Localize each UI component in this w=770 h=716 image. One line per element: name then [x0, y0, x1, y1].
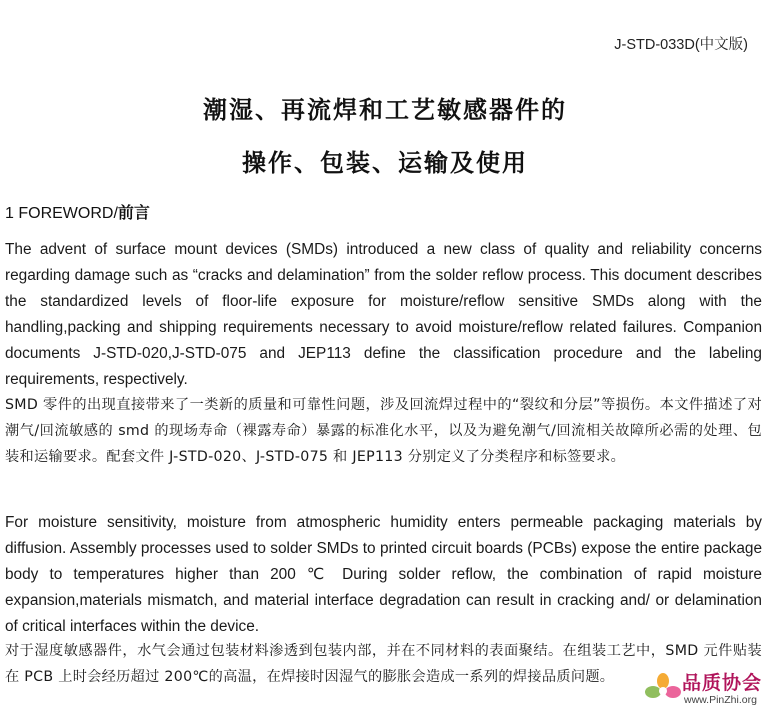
paragraph-1-chinese: SMD 零件的出现直接带来了一类新的质量和可靠性问题，涉及回流焊过程中的“裂纹和分层”等损伤。本文件描述了对潮气/回流敏感的 smd 的现场寿命（裸露寿命）暴露的标准化水平，以及为避免潮气/回流相关故障所必需的处理、包装和运输要求。配套文件 J-STD-020、J-STD-075 和 JEP113 分别定义了分类程序和标签要求。 — [5, 397, 762, 465]
section-heading-en: 1 FOREWORD/ — [5, 205, 118, 222]
paragraph-2-chinese: 对于湿度敏感器件，水气会通过包装材料渗透到包装内部，并在不同材料的表面聚结。在组装工艺中，SMD 元件贴装在 PCB 上时会经历超过 200℃的高温，在焊接时因湿气的膨胀会造成一系列的焊接品质问题。 — [5, 643, 762, 685]
watermark-name: 品质协会 — [682, 672, 763, 694]
paragraph-2-english: For moisture sensitivity, moisture from atmospheric humidity enters permeable packaging materials by diffusion. Assembly processes used to solder SMDs to printed circuit boards (PCBs) expose the entire package body to temperatures higher than 200 ℃ During solder reflow, the combination of rapid moisture expansion,materials mismatch, and material interface degradation can result in cracking and/ or delamination of critical interfaces within the device. — [5, 514, 762, 635]
document-title-line-2: 操作、包装、运输及使用 — [242, 148, 528, 177]
flower-logo-icon — [644, 672, 682, 706]
section-heading-cn: 前言 — [117, 203, 150, 222]
watermark-url: www.PinZhi.org — [684, 694, 757, 706]
paragraph-1-english: The advent of surface mount devices (SMDs) introduced a new class of quality and reliability concerns regarding damage such as “cracks and delamination” from the solder reflow process. This document describes the standardized levels of floor-life exposure for moisture/reflow sensitive SMDs along with the handling,packing and shipping requirements necessary to avoid moisture/reflow related failures. Companion documents J-STD-020,J-STD-075 and JEP113 define the classification procedure and the labeling requirements, respectively. — [5, 241, 762, 388]
document-id: J-STD-033D(中文版) — [614, 37, 748, 53]
document-title-line-1: 潮湿、再流焊和工艺敏感器件的 — [203, 95, 567, 124]
watermark — [644, 666, 766, 712]
section-heading — [5, 200, 150, 223]
